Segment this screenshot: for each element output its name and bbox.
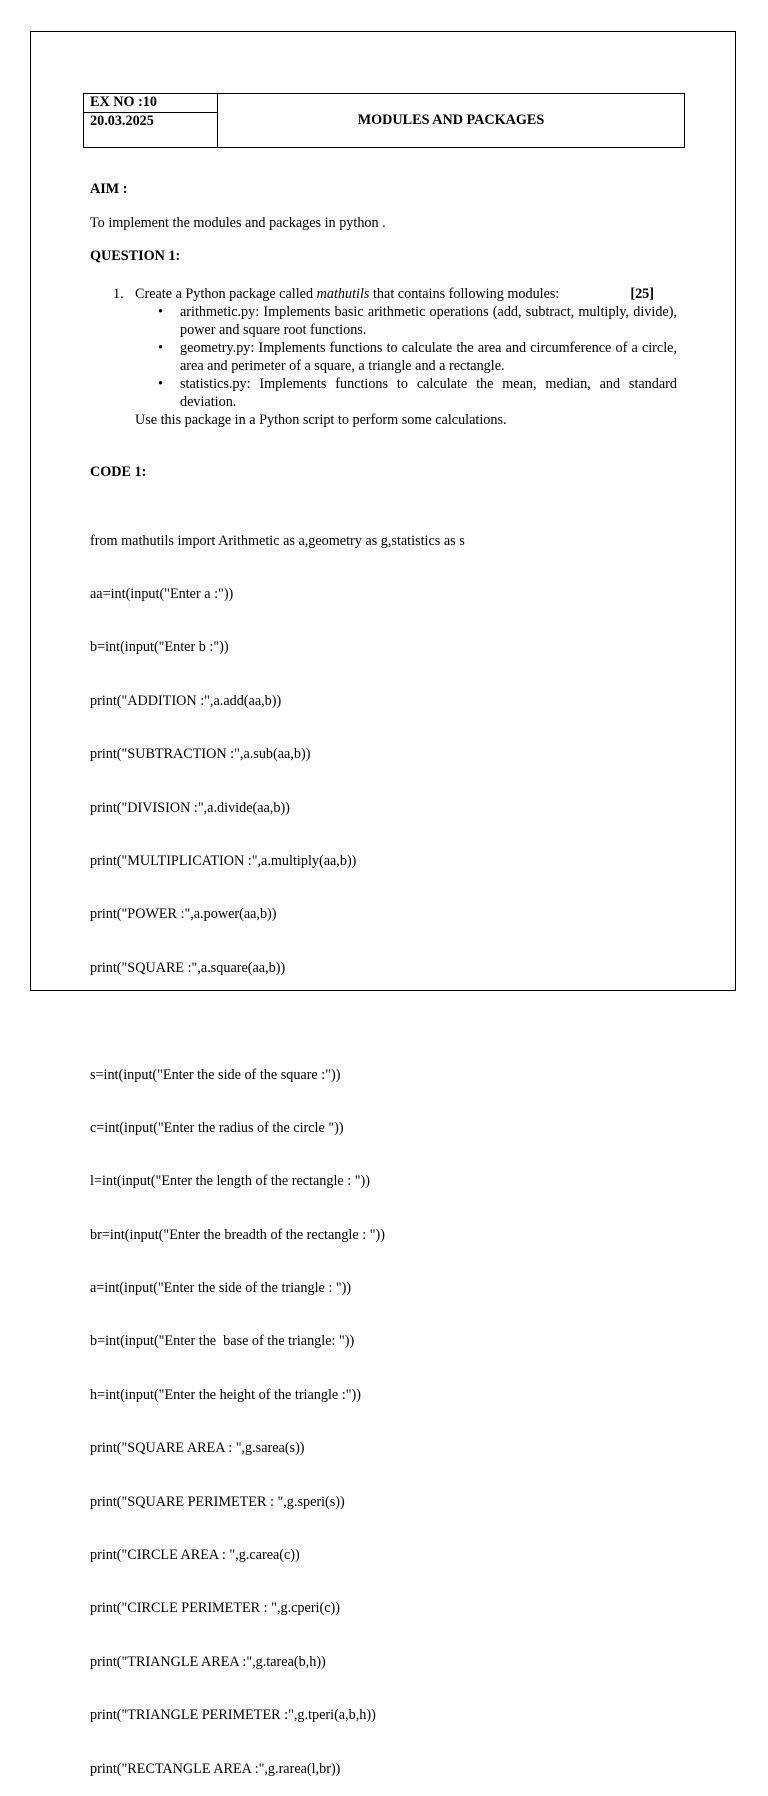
question-closing: Use this package in a Python script to perform some calculations. [135,412,507,428]
code-line: br=int(input("Enter the breadth of the rectangle : ")) [90,1226,385,1243]
code-line: b=int(input("Enter the base of the triangle: ")) [90,1333,355,1350]
list-item [90,303,680,339]
code-line: print("SQUARE PERIMETER : ",g.speri(s)) [90,1493,345,1510]
aim-heading: AIM : [90,181,128,197]
code-line: print("MULTIPLICATION :",a.multiply(aa,b)) [90,852,357,869]
code-line: print("SQUARE :",a.square(aa,b)) [90,959,286,976]
code-line: print("CIRCLE PERIMETER : ",g.cperi(c)) [90,1600,340,1617]
code-line: print("TRIANGLE PERIMETER :",g.tperi(a,b,h)) [90,1707,376,1724]
question-heading: QUESTION 1: [90,248,181,264]
code-line: print("CIRCLE AREA : ",g.carea(c)) [90,1547,300,1564]
marks-badge: [25] [630,286,654,302]
list-item [90,339,680,375]
code-line: print("DIVISION :",a.divide(aa,b)) [90,799,290,816]
code-line: print("RECTANGLE AREA :",g.rarea(l,br)) [90,1760,341,1777]
code-line: aa=int(input("Enter a :")) [90,585,234,602]
question-intro [90,285,680,303]
code-line: print("ADDITION :",a.add(aa,b)) [90,692,282,709]
code-line: print("TRIANGLE AREA :",g.tarea(b,h)) [90,1653,326,1670]
code-listing [90,497,465,1796]
code-line: print("SUBTRACTION :",a.sub(aa,b)) [90,746,311,763]
code-line: print("SQUARE AREA : ",g.sarea(s)) [90,1440,305,1457]
package-name: mathutils [316,286,370,302]
module-desc-statistics: statistics.py: Implements functions to calculate the mean, median, and standard deviation. [180,376,677,410]
code-line: h=int(input("Enter the height of the triangle :")) [90,1386,361,1403]
code-line: l=int(input("Enter the length of the rectangle : ")) [90,1173,370,1190]
code-line: b=int(input("Enter b :")) [90,639,229,656]
code-line: a=int(input("Enter the side of the triangle : ")) [90,1280,352,1297]
code-line: s=int(input("Enter the side of the square :")) [90,1066,341,1083]
list-item [90,375,680,411]
code-line: from mathutils import Arithmetic as a,geometry as g,statistics as s [90,532,465,549]
module-desc-arithmetic: arithmetic.py: Implements basic arithmetic operations (add, subtract, multiply, divide), power and square root functions. [180,304,677,338]
question-number: 1. [113,286,124,302]
question-intro-text: Create a Python package called [135,286,317,302]
module-desc-geometry: geometry.py: Implements functions to calculate the area and circumference of a circle, area and perimeter of a square, a triangle and a rectangle. [180,340,677,374]
code-line: c=int(input("Enter the radius of the circle ")) [90,1119,344,1136]
code-blank-line [90,1013,465,1031]
code-line: print("POWER :",a.power(aa,b)) [90,906,277,923]
bullet-icon: • [158,304,163,320]
exercise-title: MODULES AND PACKAGES [218,94,685,148]
bullet-icon: • [158,376,163,392]
ex-no-cell: EX NO :10 [84,94,218,113]
date-cell: 20.03.2025 [84,113,218,148]
question-intro-rest: that contains following modules: [369,286,560,302]
code-heading: CODE 1: [90,464,147,480]
aim-text: To implement the modules and packages in python . [90,215,386,231]
question-block [90,285,680,429]
header-table [83,93,685,148]
module-list [90,303,680,411]
bullet-icon: • [158,340,163,356]
